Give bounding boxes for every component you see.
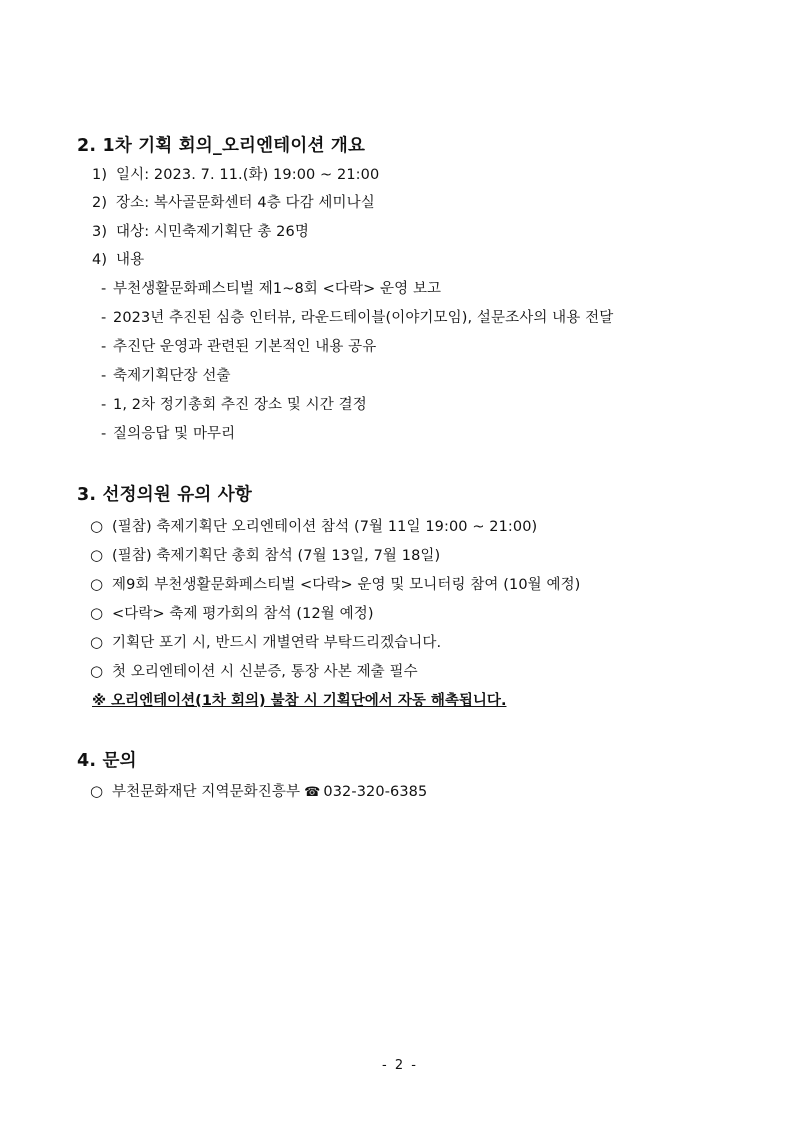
circle-bullet: ○: [90, 546, 104, 564]
list-item: [92, 191, 375, 212]
circle-bullet: ○: [90, 604, 104, 622]
circle-bullet: ○: [90, 782, 104, 800]
item-text: (필참) 축제기획단 오리엔테이션 참석 (7월 11일 19:00 ~ 21:00): [112, 519, 538, 535]
list-item: [90, 660, 418, 681]
dash-bullet: -: [101, 368, 107, 384]
circle-bullet: ○: [90, 662, 104, 680]
contact-phone: 032-320-6385: [323, 784, 428, 800]
circle-bullet: ○: [90, 575, 104, 593]
item-number: 3): [92, 224, 108, 240]
dash-bullet: -: [101, 310, 107, 326]
list-item: [92, 163, 379, 184]
item-text: 내용: [116, 252, 145, 268]
dash-bullet: -: [101, 397, 107, 413]
warning-notice: ※ 오리엔테이션(1차 회의) 불참 시 기획단에서 자동 해촉됩니다.: [92, 693, 507, 709]
item-number: 2): [92, 195, 108, 211]
dash-bullet: -: [101, 426, 107, 442]
sub-list-item: [101, 335, 376, 356]
sub-item-text: 부천생활문화페스티벌 제1~8회 <다락> 운영 보고: [113, 281, 442, 297]
sub-item-text: 질의응답 및 마무리: [113, 426, 236, 442]
section-4-title: 4. 문의: [77, 751, 137, 771]
contact-line: [90, 780, 427, 801]
sub-item-text: 축제기획단장 선출: [113, 368, 231, 384]
circle-bullet: ○: [90, 517, 104, 535]
list-item: [90, 544, 440, 565]
list-item: [90, 515, 537, 536]
sub-list-item: [101, 306, 613, 327]
item-number: 1): [92, 167, 108, 183]
item-text: (필참) 축제기획단 총회 참석 (7월 13일, 7월 18일): [112, 548, 441, 564]
list-item: [90, 631, 441, 652]
item-text: 일시: 2023. 7. 11.(화) 19:00 ~ 21:00: [116, 167, 380, 183]
item-text: 기획단 포기 시, 반드시 개별연락 부탁드리겠습니다.: [112, 635, 442, 651]
item-text: <다락> 축제 평가회의 참석 (12월 예정): [112, 606, 374, 622]
list-item: [90, 573, 580, 594]
item-text: 대상: 시민축제기획단 총 26명: [116, 224, 309, 240]
circle-bullet: ○: [90, 633, 104, 651]
item-text: 제9회 부천생활문화페스티벌 <다락> 운영 및 모니터링 참여 (10월 예정): [112, 577, 581, 593]
page-number: - 2 -: [382, 1058, 418, 1073]
list-item: [92, 220, 309, 241]
sub-list-item: [101, 277, 441, 298]
list-item: [90, 602, 374, 623]
sub-item-text: 2023년 추진된 심층 인터뷰, 라운드테이블(이야기모임), 설문조사의 내용 전달: [113, 310, 614, 326]
contact-org: 부천문화재단 지역문화진흥부: [112, 784, 301, 800]
sub-item-text: 추진단 운영과 관련된 기본적인 내용 공유: [113, 339, 377, 355]
dash-bullet: -: [101, 281, 107, 297]
dash-bullet: -: [101, 339, 107, 355]
item-text: 장소: 복사골문화센터 4층 다감 세미나실: [116, 195, 375, 211]
sub-list-item: [101, 393, 367, 414]
sub-list-item: [101, 422, 235, 443]
sub-item-text: 1, 2차 정기총회 추진 장소 및 시간 결정: [113, 397, 367, 413]
section-2-title: 2. 1차 기획 회의_오리엔테이션 개요: [77, 136, 366, 156]
list-item: [92, 248, 144, 269]
section-3-title: 3. 선정의원 유의 사항: [77, 485, 252, 505]
item-text: 첫 오리엔테이션 시 신분증, 통장 사본 제출 필수: [112, 664, 418, 680]
phone-icon: ☎: [304, 785, 321, 800]
sub-list-item: [101, 364, 231, 385]
item-number: 4): [92, 252, 108, 268]
